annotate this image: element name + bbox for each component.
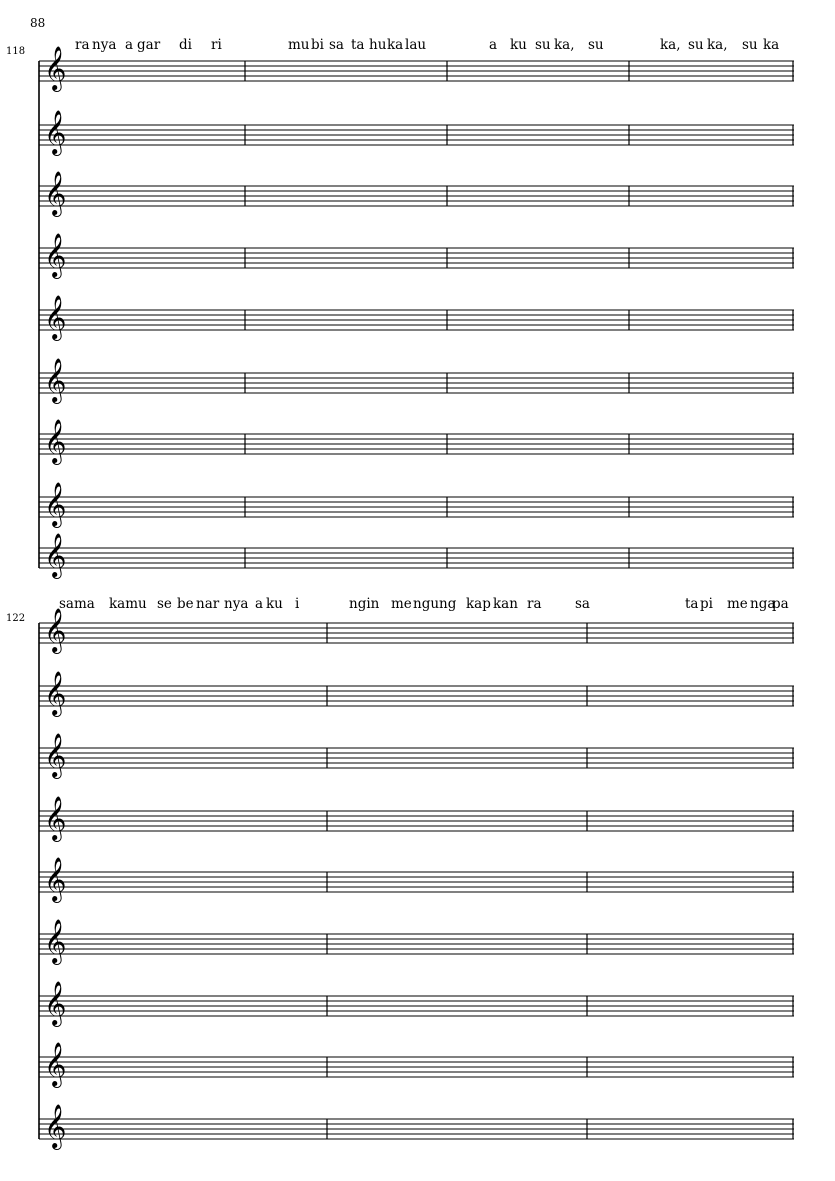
treble-clef-icon: 𝄞 bbox=[44, 857, 67, 901]
treble-clef-icon: 𝄞 bbox=[44, 981, 67, 1025]
lyric-syllable: nya bbox=[92, 37, 117, 53]
lyric-syllable: nga bbox=[750, 596, 776, 612]
lyric-syllable: nya bbox=[224, 596, 249, 612]
lyric-syllable: su bbox=[588, 37, 604, 53]
lyric-syllable: su bbox=[742, 37, 758, 53]
lyric-syllable: me bbox=[391, 596, 412, 612]
lyric-syllable: pi bbox=[700, 596, 713, 612]
lyric-syllable: ku bbox=[510, 37, 527, 53]
lyric-syllable: bi bbox=[311, 37, 324, 53]
treble-clef-icon: 𝄞 bbox=[44, 482, 67, 526]
lyric-syllable: kan bbox=[493, 596, 518, 612]
lyric-syllable: me bbox=[727, 596, 748, 612]
lyric-syllable: ka, bbox=[554, 37, 575, 53]
lyric-syllable: sa bbox=[575, 596, 590, 612]
lyric-syllable: su bbox=[535, 37, 551, 53]
lyric-syllable: be bbox=[177, 596, 194, 612]
lyric-syllable: gar bbox=[137, 37, 161, 53]
lyric-syllable: ta bbox=[685, 596, 699, 612]
treble-clef-icon: 𝄞 bbox=[44, 1042, 67, 1086]
lyric-syllable: di bbox=[179, 37, 192, 53]
treble-clef-icon: 𝄞 bbox=[44, 671, 67, 715]
lyric-syllable: ra bbox=[75, 37, 90, 53]
treble-clef-icon: 𝄞 bbox=[44, 110, 67, 154]
lyric-syllable: a bbox=[255, 596, 264, 612]
lyric-syllable: ta bbox=[351, 37, 365, 53]
treble-clef-icon: 𝄞 bbox=[44, 233, 67, 277]
lyric-syllable: se bbox=[157, 596, 172, 612]
treble-clef-icon: 𝄞 bbox=[44, 295, 67, 339]
lyric-syllable: ngung bbox=[413, 596, 457, 612]
treble-clef-icon: 𝄞 bbox=[44, 533, 67, 577]
lyric-syllable: hu bbox=[369, 37, 387, 53]
lyric-syllable: kamu bbox=[109, 596, 147, 612]
treble-clef-icon: 𝄞 bbox=[44, 733, 67, 777]
lyric-syllable: mu bbox=[288, 37, 310, 53]
lyric-syllable: kap bbox=[466, 596, 491, 612]
treble-clef-icon: 𝄞 bbox=[44, 796, 67, 840]
lyric-syllable: pa bbox=[772, 596, 789, 612]
treble-clef-icon: 𝄞 bbox=[44, 46, 67, 90]
page-number: 88 bbox=[30, 16, 46, 30]
measure-number: 118 bbox=[6, 46, 26, 57]
lyric-syllable: a bbox=[125, 37, 134, 53]
lyric-syllable: i bbox=[295, 596, 300, 612]
treble-clef-icon: 𝄞 bbox=[44, 171, 67, 215]
lyric-syllable: nar bbox=[196, 596, 220, 612]
lyric-syllable: ri bbox=[211, 37, 222, 53]
lyric-syllable: ka, bbox=[707, 37, 728, 53]
lyric-syllable: su bbox=[688, 37, 704, 53]
lyric-syllable: ngin bbox=[349, 596, 380, 612]
measure-number: 122 bbox=[6, 613, 26, 624]
lyric-syllable: sama bbox=[59, 596, 95, 612]
treble-clef-icon: 𝄞 bbox=[44, 419, 67, 463]
lyric-syllable: ka, bbox=[660, 37, 681, 53]
treble-clef-icon: 𝄞 bbox=[44, 358, 67, 402]
treble-clef-icon: 𝄞 bbox=[44, 1104, 67, 1148]
lyric-syllable: ku bbox=[266, 596, 283, 612]
lyric-syllable: lau bbox=[405, 37, 427, 53]
lyric-syllable: a bbox=[489, 37, 498, 53]
treble-clef-icon: 𝄞 bbox=[44, 919, 67, 963]
lyric-syllable: sa bbox=[329, 37, 344, 53]
lyric-syllable: ka bbox=[763, 37, 780, 53]
lyric-syllable: ra bbox=[527, 596, 542, 612]
treble-clef-icon: 𝄞 bbox=[44, 608, 67, 652]
lyric-syllable: ka bbox=[387, 37, 404, 53]
